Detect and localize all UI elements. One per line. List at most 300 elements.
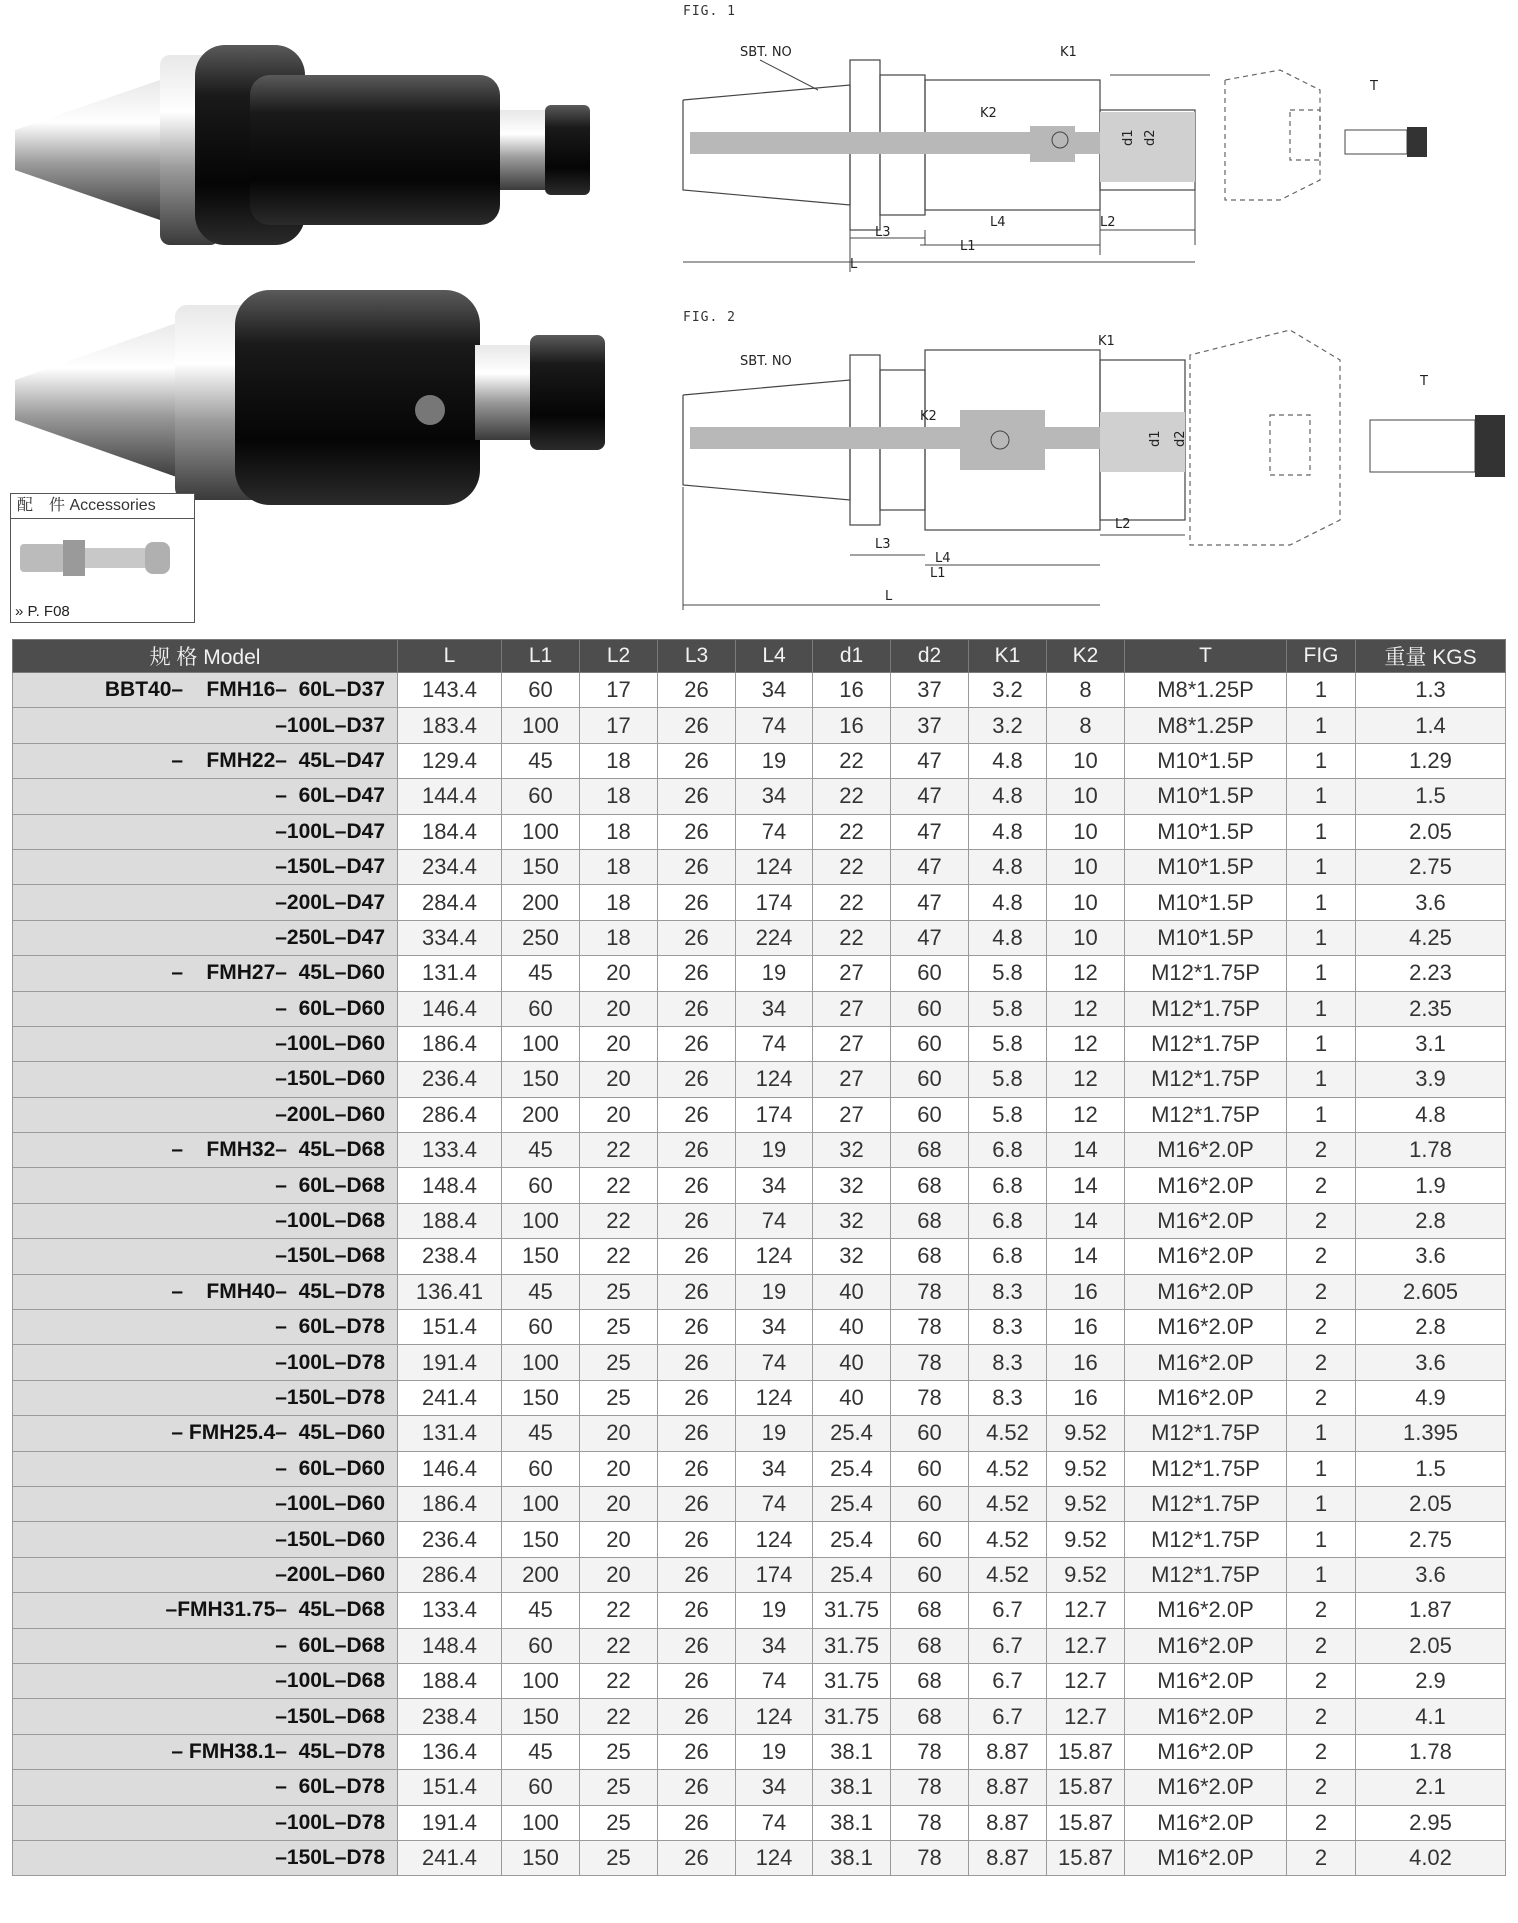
model-cell: – 60L–D60 [13,991,398,1026]
table-cell: 6.8 [969,1133,1047,1168]
table-cell: 2.05 [1356,1628,1506,1663]
table-cell: 100 [502,708,580,743]
table-cell: 22 [813,814,891,849]
table-row [13,814,1506,849]
model-cell: – 60L–D78 [13,1310,398,1345]
table-cell: 47 [891,743,969,778]
fig2-l1-label: L1 [930,566,946,581]
model-cell: – 60L–D68 [13,1628,398,1663]
table-cell: 74 [736,814,813,849]
table-cell: 2 [1287,1770,1356,1805]
table-cell: 18 [580,885,658,920]
table-cell: 26 [658,991,736,1026]
model-cell: BBT40– FMH16– 60L–D37 [13,673,398,708]
table-cell: 8.87 [969,1734,1047,1769]
table-cell: 2 [1287,1274,1356,1309]
table-cell: 136.4 [398,1734,502,1769]
table-cell: 18 [580,779,658,814]
table-cell: 124 [736,849,813,884]
table-cell: 60 [891,991,969,1026]
table-cell: 100 [502,1026,580,1061]
column-header: d2 [891,640,969,673]
table-cell: M8*1.25P [1125,673,1287,708]
fig1-l4-label: L4 [990,215,1006,230]
model-cell: –100L–D68 [13,1203,398,1238]
model-cell: –200L–D60 [13,1557,398,1592]
table-cell: 4.1 [1356,1699,1506,1734]
table-cell: 26 [658,885,736,920]
table-cell: 2 [1287,1380,1356,1415]
table-cell: 8.87 [969,1805,1047,1840]
table-cell: 1.29 [1356,743,1506,778]
table-cell: 129.4 [398,743,502,778]
table-cell: 186.4 [398,1486,502,1521]
table-cell: 20 [580,1522,658,1557]
fig2-d2-label: d2 [1173,430,1188,447]
table-cell: 236.4 [398,1062,502,1097]
model-cell: –150L–D47 [13,849,398,884]
table-cell: 26 [658,1593,736,1628]
model-cell: –100L–D78 [13,1345,398,1380]
table-cell: 12 [1047,1062,1125,1097]
table-cell: 26 [658,1026,736,1061]
fig2-l-label: L [885,589,893,604]
table-cell: 183.4 [398,708,502,743]
model-cell: –200L–D47 [13,885,398,920]
table-cell: M10*1.5P [1125,743,1287,778]
table-cell: 34 [736,1628,813,1663]
table-cell: 19 [736,1734,813,1769]
table-cell: M12*1.75P [1125,1522,1287,1557]
table-row [13,991,1506,1026]
table-cell: 26 [658,1380,736,1415]
table-cell: 20 [580,1097,658,1132]
table-cell: 2 [1287,1593,1356,1628]
table-cell: 20 [580,1486,658,1521]
table-cell: 68 [891,1663,969,1698]
table-cell: 6.7 [969,1663,1047,1698]
table-cell: 12 [1047,956,1125,991]
table-cell: M16*2.0P [1125,1133,1287,1168]
table-row [13,1026,1506,1061]
fig2-t-label: T [1420,374,1428,389]
column-header: L [398,640,502,673]
table-cell: 100 [502,1805,580,1840]
table-cell: 238.4 [398,1239,502,1274]
table-cell: 1.3 [1356,673,1506,708]
fig1-technical-drawing [680,30,1510,285]
table-cell: 38.1 [813,1770,891,1805]
model-cell: –150L–D78 [13,1380,398,1415]
table-cell: M16*2.0P [1125,1663,1287,1698]
table-cell: 34 [736,673,813,708]
table-row [13,1168,1506,1203]
table-cell: 25 [580,1345,658,1380]
table-cell: 45 [502,1133,580,1168]
tool-holder-photo-fig2 [10,290,610,505]
table-cell: 18 [580,814,658,849]
table-cell: 150 [502,849,580,884]
table-row [13,1345,1506,1380]
table-cell: 60 [502,991,580,1026]
table-cell: M12*1.75P [1125,1557,1287,1592]
table-row [13,1628,1506,1663]
table-cell: 20 [580,956,658,991]
table-cell: 26 [658,1239,736,1274]
table-row [13,1593,1506,1628]
table-cell: 191.4 [398,1345,502,1380]
table-row [13,1239,1506,1274]
table-cell: 22 [580,1663,658,1698]
table-cell: 26 [658,1168,736,1203]
table-cell: 1 [1287,814,1356,849]
model-cell: –150L–D68 [13,1239,398,1274]
fig1-d1-label: d1 [1121,129,1136,146]
table-cell: 174 [736,885,813,920]
table-cell: 19 [736,1593,813,1628]
column-header: FIG [1287,640,1356,673]
table-cell: 188.4 [398,1663,502,1698]
table-cell: 200 [502,1557,580,1592]
table-cell: 32 [813,1239,891,1274]
table-cell: 2 [1287,1663,1356,1698]
table-cell: 20 [580,1416,658,1451]
table-cell: 26 [658,1628,736,1663]
table-cell: 60 [502,1628,580,1663]
table-cell: 2.23 [1356,956,1506,991]
table-cell: 74 [736,1805,813,1840]
table-cell: 10 [1047,743,1125,778]
table-cell: 150 [502,1840,580,1875]
table-cell: 4.02 [1356,1840,1506,1875]
table-cell: 150 [502,1699,580,1734]
table-cell: 2.1 [1356,1770,1506,1805]
column-header: K2 [1047,640,1125,673]
table-cell: 22 [580,1628,658,1663]
table-cell: 25 [580,1310,658,1345]
table-cell: 68 [891,1699,969,1734]
table-cell: 25.4 [813,1451,891,1486]
table-cell: 16 [813,673,891,708]
table-cell: 3.2 [969,673,1047,708]
table-cell: 174 [736,1097,813,1132]
table-cell: 1 [1287,1557,1356,1592]
table-cell: 2.75 [1356,849,1506,884]
table-cell: 60 [502,779,580,814]
table-cell: 37 [891,673,969,708]
table-cell: 31.75 [813,1663,891,1698]
table-row [13,1734,1506,1769]
table-cell: 25 [580,1840,658,1875]
table-cell: 186.4 [398,1026,502,1061]
model-cell: –250L–D47 [13,920,398,955]
table-cell: 31.75 [813,1628,891,1663]
table-cell: 25 [580,1274,658,1309]
table-cell: 100 [502,1203,580,1238]
table-cell: 17 [580,673,658,708]
table-cell: 1 [1287,1062,1356,1097]
table-cell: 250 [502,920,580,955]
table-cell: 124 [736,1699,813,1734]
fig1-l1-label: L1 [960,239,976,254]
table-cell: 8.3 [969,1345,1047,1380]
table-cell: 40 [813,1310,891,1345]
table-cell: 6.7 [969,1593,1047,1628]
table-cell: 34 [736,779,813,814]
table-cell: M16*2.0P [1125,1310,1287,1345]
model-cell: –150L–D60 [13,1522,398,1557]
table-row [13,708,1506,743]
table-cell: 236.4 [398,1522,502,1557]
table-cell: 2 [1287,1840,1356,1875]
table-cell: 146.4 [398,1451,502,1486]
table-cell: 1 [1287,708,1356,743]
table-cell: 12 [1047,991,1125,1026]
table-cell: 18 [580,743,658,778]
table-cell: 37 [891,708,969,743]
table-cell: 60 [502,1770,580,1805]
table-cell: 124 [736,1522,813,1557]
table-cell: 19 [736,1416,813,1451]
table-cell: 40 [813,1274,891,1309]
table-cell: 45 [502,743,580,778]
table-cell: 22 [580,1133,658,1168]
table-row [13,1416,1506,1451]
table-cell: 124 [736,1239,813,1274]
table-cell: 15.87 [1047,1840,1125,1875]
table-cell: 9.52 [1047,1557,1125,1592]
table-row [13,1380,1506,1415]
table-cell: 45 [502,1416,580,1451]
table-cell: 1 [1287,1097,1356,1132]
table-row [13,1062,1506,1097]
fig1-l2-label: L2 [1100,215,1116,230]
fig1-t-label: T [1370,79,1378,94]
table-cell: 60 [891,1557,969,1592]
table-cell: M16*2.0P [1125,1840,1287,1875]
table-cell: M10*1.5P [1125,885,1287,920]
table-cell: 2 [1287,1345,1356,1380]
pull-stud-icon [15,524,190,594]
table-cell: 17 [580,708,658,743]
table-cell: 3.9 [1356,1062,1506,1097]
table-cell: 34 [736,991,813,1026]
table-cell: 1 [1287,920,1356,955]
column-header: 重量 KGS [1356,640,1506,673]
table-cell: 19 [736,956,813,991]
table-row [13,1663,1506,1698]
table-cell: 68 [891,1203,969,1238]
table-cell: 4.8 [969,779,1047,814]
table-cell: M10*1.5P [1125,849,1287,884]
column-header: L1 [502,640,580,673]
table-cell: 12 [1047,1026,1125,1061]
table-cell: 4.52 [969,1451,1047,1486]
table-cell: 22 [813,920,891,955]
table-row [13,673,1506,708]
table-cell: 2 [1287,1203,1356,1238]
table-row [13,1133,1506,1168]
model-cell: –100L–D37 [13,708,398,743]
table-cell: 6.8 [969,1168,1047,1203]
column-header: 规 格 Model [13,640,398,673]
table-cell: M16*2.0P [1125,1770,1287,1805]
table-cell: 78 [891,1380,969,1415]
table-cell: 14 [1047,1239,1125,1274]
fig1-l-label: L [850,257,858,272]
table-cell: 60 [891,1451,969,1486]
table-cell: 4.25 [1356,920,1506,955]
table-cell: 6.8 [969,1239,1047,1274]
table-cell: 2 [1287,1310,1356,1345]
table-cell: 26 [658,1840,736,1875]
table-cell: 68 [891,1133,969,1168]
table-cell: 1 [1287,779,1356,814]
fig2-l4-label: L4 [935,551,951,566]
fig2-label: FIG. 2 [683,310,736,325]
table-cell: 40 [813,1380,891,1415]
table-cell: 150 [502,1062,580,1097]
table-cell: 22 [580,1168,658,1203]
column-header: d1 [813,640,891,673]
table-cell: 4.8 [969,849,1047,884]
table-cell: 19 [736,743,813,778]
table-cell: 68 [891,1239,969,1274]
table-cell: 8.3 [969,1274,1047,1309]
fig2-technical-drawing [680,325,1510,615]
table-cell: 14 [1047,1203,1125,1238]
table-cell: 26 [658,1274,736,1309]
model-cell: – FMH27– 45L–D60 [13,956,398,991]
column-header: L4 [736,640,813,673]
table-cell: 334.4 [398,920,502,955]
table-cell: 60 [891,1486,969,1521]
table-cell: 78 [891,1345,969,1380]
model-cell: –100L–D60 [13,1486,398,1521]
fig2-k1-label: K1 [1098,334,1115,349]
table-cell: 68 [891,1168,969,1203]
table-cell: 18 [580,849,658,884]
table-cell: 26 [658,1699,736,1734]
table-cell: 1.5 [1356,779,1506,814]
table-row [13,1699,1506,1734]
table-cell: 26 [658,673,736,708]
table-cell: 1 [1287,849,1356,884]
column-header: L2 [580,640,658,673]
table-cell: 10 [1047,885,1125,920]
table-cell: 100 [502,1486,580,1521]
table-cell: 284.4 [398,885,502,920]
table-cell: 2.605 [1356,1274,1506,1309]
table-cell: M16*2.0P [1125,1593,1287,1628]
table-cell: 47 [891,920,969,955]
table-cell: 47 [891,849,969,884]
table-cell: 3.6 [1356,1239,1506,1274]
table-cell: 60 [891,1097,969,1132]
table-cell: 16 [813,708,891,743]
table-cell: 31.75 [813,1593,891,1628]
table-cell: 26 [658,920,736,955]
table-cell: 45 [502,1274,580,1309]
column-header: K1 [969,640,1047,673]
table-cell: 124 [736,1062,813,1097]
table-cell: 4.8 [969,743,1047,778]
table-cell: 25 [580,1734,658,1769]
table-cell: 144.4 [398,779,502,814]
table-cell: 34 [736,1451,813,1486]
table-header-row [13,640,1506,673]
table-cell: M10*1.5P [1125,779,1287,814]
table-cell: 4.8 [969,814,1047,849]
table-cell: 26 [658,1203,736,1238]
table-row [13,743,1506,778]
table-cell: 26 [658,956,736,991]
table-cell: M16*2.0P [1125,1734,1287,1769]
table-cell: 26 [658,743,736,778]
table-cell: 8 [1047,673,1125,708]
table-cell: 32 [813,1133,891,1168]
table-cell: 26 [658,708,736,743]
table-cell: 25.4 [813,1522,891,1557]
table-cell: 38.1 [813,1840,891,1875]
table-cell: 10 [1047,814,1125,849]
model-cell: –200L–D60 [13,1097,398,1132]
table-row [13,956,1506,991]
table-cell: 26 [658,1770,736,1805]
table-cell: 45 [502,956,580,991]
table-cell: 22 [813,849,891,884]
table-cell: 1 [1287,1522,1356,1557]
table-cell: 60 [891,956,969,991]
table-cell: 1.5 [1356,1451,1506,1486]
fig1-d2-label: d2 [1143,129,1158,146]
table-cell: 4.52 [969,1522,1047,1557]
table-cell: 8.3 [969,1310,1047,1345]
table-cell: 148.4 [398,1628,502,1663]
table-cell: 3.6 [1356,885,1506,920]
table-cell: 22 [580,1699,658,1734]
table-cell: 60 [502,673,580,708]
table-cell: 100 [502,814,580,849]
model-cell: –150L–D60 [13,1062,398,1097]
table-cell: 3.6 [1356,1557,1506,1592]
table-cell: 9.52 [1047,1486,1125,1521]
table-cell: 25.4 [813,1486,891,1521]
table-cell: 2.05 [1356,814,1506,849]
table-cell: 9.52 [1047,1522,1125,1557]
table-cell: 31.75 [813,1699,891,1734]
accessories-header: 配 件 Accessories [11,494,194,519]
table-cell: 19 [736,1274,813,1309]
table-row [13,1097,1506,1132]
fig1-l3-label: L3 [875,225,891,240]
table-cell: 74 [736,1345,813,1380]
table-cell: 2.95 [1356,1805,1506,1840]
table-cell: 22 [580,1203,658,1238]
table-cell: 16 [1047,1274,1125,1309]
table-cell: 60 [891,1026,969,1061]
table-cell: 74 [736,1203,813,1238]
model-cell: – 60L–D47 [13,779,398,814]
table-cell: 74 [736,708,813,743]
table-cell: 26 [658,1416,736,1451]
table-cell: 26 [658,1663,736,1698]
table-cell: 16 [1047,1310,1125,1345]
table-cell: 78 [891,1805,969,1840]
table-cell: 8.87 [969,1770,1047,1805]
table-row [13,1805,1506,1840]
table-cell: 12.7 [1047,1593,1125,1628]
